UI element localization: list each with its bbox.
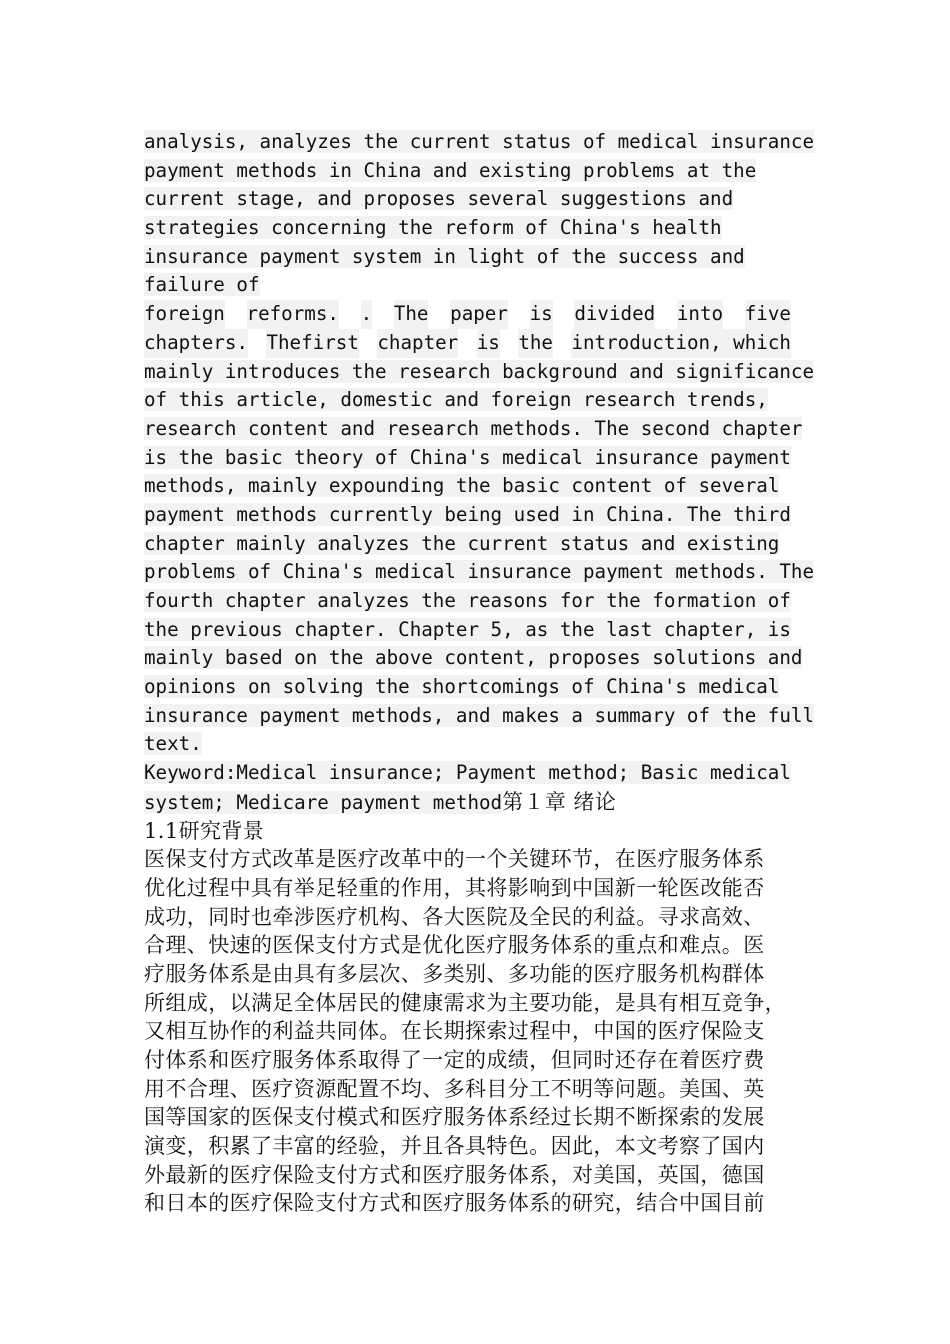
document-body: [144, 128, 834, 1218]
text-line: text.: [144, 732, 202, 756]
text-line: methods, mainly expounding the basic content of several: [144, 474, 780, 498]
text-line: 所组成，以满足全体居民的健康需求为主要功能，是具有相互竞争，: [144, 990, 786, 1015]
text-line: 国等国家的医保支付模式和医疗服务体系经过长期不断探索的发展: [144, 1105, 765, 1130]
text-line: analysis, analyzes the current status of medical insurance: [144, 130, 815, 153]
text-line: 和日本的医疗保险支付方式和医疗服务体系的研究，结合中国目前: [144, 1191, 765, 1216]
text-line: chapter mainly analyzes the current status and existing: [144, 531, 780, 555]
section-heading: 1.1研究背景: [144, 818, 265, 843]
text-line: 合理、快速的医保支付方式是优化医疗服务体系的重点和难点。医: [144, 933, 765, 958]
text-line: mainly based on the above content, proposes solutions and: [144, 646, 803, 670]
text-line: 优化过程中具有举足轻重的作用，其将影响到中国新一轮医改能否: [144, 875, 765, 900]
keywords-line: Keyword:Medical insurance; Payment method; Basic medical: [144, 761, 791, 785]
text-line: 付体系和医疗服务体系取得了一定的成绩，但同时还存在着医疗费: [144, 1048, 765, 1072]
keywords-line: system; Medicare payment method第１章 绪论: [144, 789, 617, 814]
text-line: research content and research methods. The second chapter: [144, 416, 803, 440]
text-line: insurance payment methods, and makes a summary of the full: [144, 703, 815, 727]
justified-text-line: chapters. Thefirst chapter is the introduction, which: [144, 329, 791, 358]
text-line: 疗服务体系是由具有多层次、多类别、多功能的医疗服务机构群体: [144, 961, 765, 986]
text-line: problems of China's medical insurance payment methods. The: [144, 560, 815, 584]
text-line: the previous chapter. Chapter 5, as the last chapter, is: [144, 617, 791, 641]
text-line: of this article, domestic and foreign research trends,: [144, 388, 768, 412]
text-line: 外最新的医疗保险支付方式和医疗服务体系，对美国，英国，德国: [144, 1162, 765, 1187]
text-line: current stage, and proposes several suggestions and: [144, 187, 734, 211]
chapter-heading: 第１章 绪论: [502, 789, 617, 814]
text-line: 演变，积累了丰富的经验，并且各具特色。因此，本文考察了国内: [144, 1134, 765, 1159]
text-line: strategies concerning the reform of China's health: [144, 216, 722, 240]
text-line: payment methods in China and existing problems at the: [144, 158, 757, 182]
text-line: insurance payment system in light of the success and: [144, 244, 745, 268]
text-line: 用不合理、医疗资源配置不均、多科目分工不明等问题。美国、英: [144, 1076, 765, 1101]
text-line: mainly introduces the research background and significance: [144, 359, 815, 383]
text-line: 医保支付方式改革是医疗改革中的一个关键环节，在医疗服务体系: [144, 847, 765, 872]
text-line: is the basic theory of China's medical insurance payment: [144, 445, 791, 469]
text-line: 成功，同时也牵涉医疗机构、各大医院及全民的利益。寻求高效、: [144, 904, 765, 929]
text-line: 又相互协作的利益共同体。在长期探索过程中，中国的医疗保险支: [144, 1019, 765, 1044]
text-line: opinions on solving the shortcomings of China's medical: [144, 675, 780, 699]
justified-text-line: foreign reforms. . The paper is divided into five: [144, 300, 791, 329]
text-line: failure of: [144, 273, 260, 297]
text-line: payment methods currently being used in China. The third: [144, 502, 791, 526]
text-line: fourth chapter analyzes the reasons for the formation of: [144, 589, 791, 612]
